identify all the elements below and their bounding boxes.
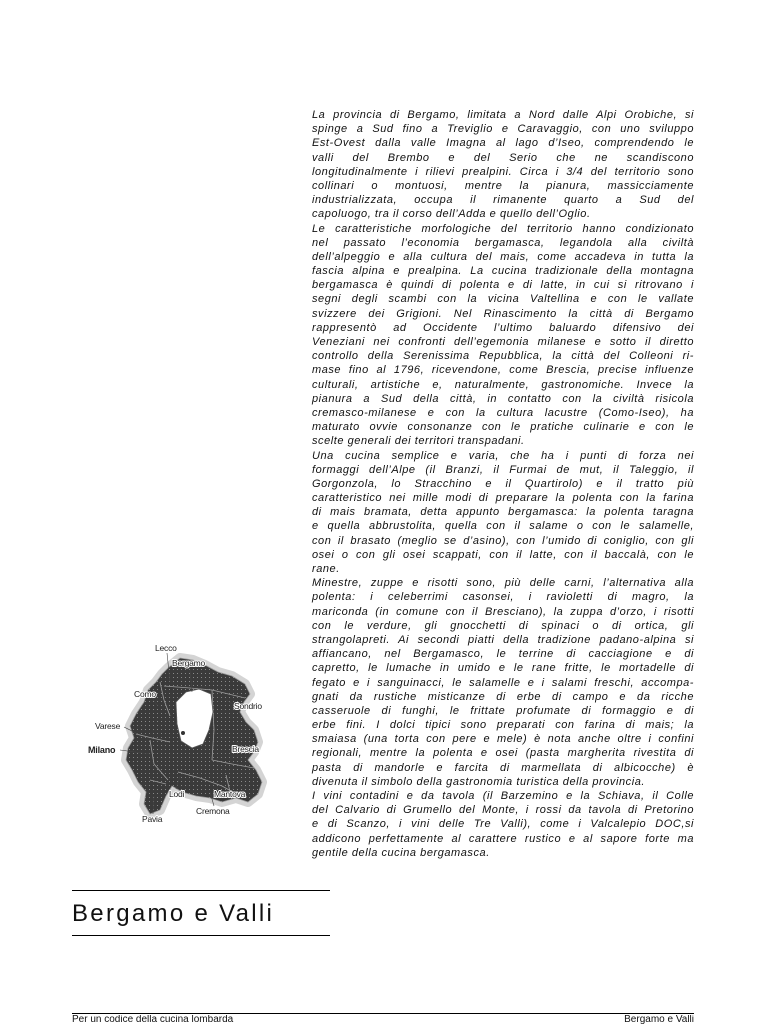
text-line: mase fino al 1796, ricevendone, come Brescia, precise influenze [312, 364, 694, 377]
text-line: fascia alpina e prealpina. La cucina tradizionale della montagna [312, 265, 694, 278]
text-line: gnati da rustiche misticanze di erbe di campo e da ricche [312, 690, 694, 703]
text-line: longitudinalmente i rilievi prealpini. Circa i 3/4 del territorio sono [312, 165, 694, 178]
text-line: casseruole di funghi, le frittate profumate di formaggio e di [312, 704, 694, 717]
text-line: industrializzata, occupa il rimanente quarto a Sud del [312, 194, 694, 207]
text-line: affiancano, nel Bergamasco, le terrine di cacciagione e di [312, 648, 694, 661]
text-line: Le caratteristiche morfologiche del territorio hanno condizionato [312, 222, 694, 235]
text-line: I vini contadini e da tavola (il Barzemino e la Schiava, il Colle [312, 790, 694, 802]
footer-right-text: Bergamo e Valli [624, 1015, 694, 1024]
footer-left-text: Per un codice della cucina lombarda [72, 1015, 234, 1024]
text-line: rane. [312, 563, 340, 575]
text-line: di mais bramata, detta appunto bergamasca: la polenta taragna [312, 506, 694, 519]
text-line: capoluogo, tra il corso dell’Adda e quello dell’Oglio. [312, 208, 591, 221]
text-line: smaiasa (una torta con pere e mele) è nota anche oltre i confini [312, 733, 694, 746]
paragraph [312, 222, 694, 449]
map-label-milano: Milano [88, 745, 116, 755]
text-line: La provincia di Bergamo, limitata a Nord dalle Alpi Orobiche, si [312, 109, 694, 121]
map-label-brescia: Brescia [232, 744, 259, 754]
text-line: e di Scanzo, i vini delle Tre Valli), come i Valcalepio DOC,si [312, 818, 694, 831]
map-label-mantova: Mantova [214, 789, 246, 799]
map-label-lecco: Lecco [155, 643, 177, 653]
text-line: cremasco-milanese e con la cultura lacustre (Como-Iseo), ha [312, 406, 694, 419]
paragraph [312, 108, 694, 222]
text-line: caratteristico nei mille modi di preparare la polenta con la farina [312, 492, 694, 505]
title-rule-top [72, 890, 330, 891]
text-line: Veneziani nei confronti dell’egemonia milanese e sotto il diretto [312, 336, 694, 348]
text-line: scelte generali dei territori transpadani. [312, 435, 525, 448]
text-line: Est-Ovest dalla valle Imagna al lago d’Iseo, comprendendo le [312, 137, 694, 150]
text-line: culturali, artistiche e, naturalmente, gastronomiche. Invece la [312, 378, 694, 391]
paragraph [312, 789, 694, 860]
text-line: gentile della cucina bergamasca. [312, 846, 490, 859]
text-line: con il brasato (meglio se d’asino), con l’umido di coniglio, con gli [312, 534, 694, 547]
text-line: polenta: i celeberrimi casonsei, i ravioletti di magro, la [312, 591, 694, 604]
text-line: osei o con gli osei scappati, con il latte, con il baccalà, con le [312, 548, 694, 561]
text-line: dell’alpeggio e alla cultura del mais, come accadeva in tutta la [312, 250, 694, 263]
page-footer [72, 1015, 694, 1024]
text-line: Una cucina semplice e varia, che ha i punti di forza nei [312, 449, 694, 462]
section-title: Bergamo e Valli [72, 900, 275, 927]
map-label-cremona: Cremona [196, 806, 230, 816]
text-line: formaggi dell’Alpe (il Branzi, il Furmai de mut, il Taleggio, il [312, 463, 694, 476]
text-line: con le verdure, gli gnocchetti di spinaci o di ortica, gli [312, 619, 694, 632]
text-line: addicono perfettamente al carattere rustico e al sapore forte ma [312, 832, 694, 845]
text-line: capretto, le lumache in umido e le rane fritte, le mortadelle di [312, 662, 694, 675]
text-line: Minestre, zuppe e risotti sono, più delle carni, l’alternativa alla [312, 577, 694, 590]
text-line: valli del Brembo e del Serio che ne scandiscono [312, 151, 694, 164]
map-label-bergamo: Bergamo [172, 658, 206, 668]
footer-rule [72, 1013, 694, 1014]
text-line: collinari o montuosi, mentre la pianura, massicciamente [312, 179, 694, 192]
text-line: segni degli scambi con la vicina Valtellina e con le vallate [312, 293, 694, 306]
text-line: nel passato l’economia bergamasca, legandola alla civiltà [312, 236, 694, 249]
text-line: regionali, mentre la polenta e osei (pasta margherita rivestita di [312, 747, 694, 760]
map-label-pavia: Pavia [142, 814, 163, 824]
text-line: bergamasca è quindi di polenta e di latte, in cui si ritrovano i [312, 279, 694, 292]
text-line: controllo della Serenissima Repubblica, la città del Colleoni ri- [312, 350, 694, 363]
city-marker-bergamo [181, 731, 185, 735]
map-label-sondrio: Sondrio [234, 701, 262, 711]
map-label-lodi: Lodi [169, 789, 185, 799]
text-line: maturato ovvie consonanze con le pratiche culinarie e con le [312, 421, 694, 434]
paragraph [312, 576, 694, 789]
text-line: divenuta il simbolo della gastronomia turistica della provincia. [312, 775, 645, 788]
text-line: strangolapreti. Ai secondi piatti della tradizione padano-alpina si [312, 633, 694, 646]
map-label-varese: Varese [95, 721, 121, 731]
body-text [312, 108, 694, 860]
text-line: pasta di mandorle e farcita di marmellata di albicocche) è [312, 761, 694, 774]
map-label-como: Como [134, 689, 156, 699]
text-line: svizzere dei Grigioni. Nel Rinascimento la città di Bergamo [312, 307, 694, 320]
paragraph [312, 449, 694, 577]
title-rule-bottom [72, 935, 330, 936]
text-line: pianura a Sud della città, in contatto con la civiltà risicola [312, 392, 694, 405]
lombardy-map [80, 632, 275, 832]
text-line: del Calvario di Grumello del Monte, i rossi da tavola di Pretorino [312, 804, 694, 817]
text-line: Gorgonzola, lo Stracchino e il Quartirolo) e il tratto più [312, 477, 694, 490]
text-line: spinge a Sud fino a Treviglio e Caravaggio, con uno sviluppo [312, 123, 694, 136]
text-line: mariconda (in comune con il Bresciano), la zuppa d’orzo, i risotti [312, 605, 694, 618]
text-line: erbe fini. I dolci tipici sono preparati con farina di mais; la [312, 719, 694, 732]
text-line: e quella abbrustolita, quella con il salame o con le salamelle, [312, 520, 694, 533]
text-line: rappresentò ad Occidente l’ultimo baluardo difensivo dei [312, 321, 694, 334]
text-line: fegato e i sanguinacci, le salamelle e i salami freschi, accompa- [312, 676, 694, 689]
